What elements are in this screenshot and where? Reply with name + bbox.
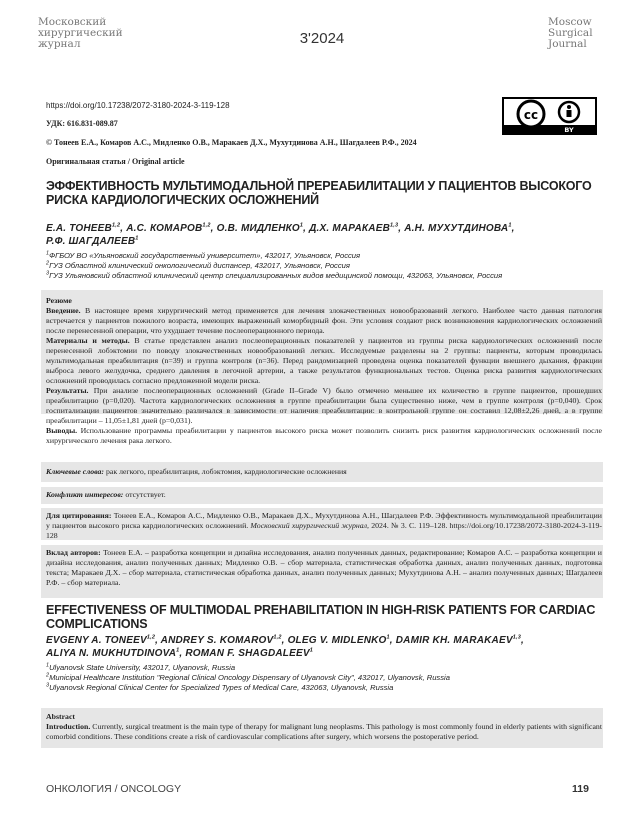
affiliation-sup: 2 (46, 260, 50, 267)
affiliation-text: ФГБОУ ВО «Ульяновский государственный университет», 432017, Ульяновск, Россия (49, 251, 361, 260)
results-label: Результаты. (46, 386, 89, 395)
affiliation-sup: 2 (46, 672, 50, 679)
abstract-conclusions (46, 426, 602, 446)
abstract-intro (46, 306, 602, 336)
citation-text: Тонеев Е.А., Комаров А.С., Мидленко О.В., Маракаев Д.Х., Мухутдинова А.Н., Шагдалеев Р.Ф. Эффективность мультимодальной преабилитации у пациентов высокого риска кардиологических осложнений. (46, 511, 602, 530)
affiliation-sup: 3 (46, 682, 50, 689)
citation-tail[interactable]: 2024. № 3. С. 119–128. https://doi.org/10.17238/2072-3180-2024-3-119-128 (46, 521, 602, 540)
author-affiliation-sup: 1 (299, 222, 304, 229)
author-affiliation-sup: 1,2 (111, 222, 121, 229)
author-name[interactable]: А.Н. МУХУТДИНОВА (404, 223, 509, 234)
abstract-heading: Abstract (46, 712, 76, 721)
affiliations-ru (46, 251, 606, 281)
title-line: COMPLICATIONS (46, 617, 148, 631)
logo-line: Московский (38, 16, 107, 28)
conflict-label: Конфликт интересов: (46, 490, 124, 499)
udk-code (46, 119, 118, 129)
affiliation-sup: 3 (46, 270, 50, 277)
author-affiliation-sup: 1 (135, 235, 139, 242)
abstract-heading: Резюме (46, 296, 72, 305)
author-affiliation-sup: 1 (386, 634, 390, 641)
udk-label: УДК: (46, 119, 66, 128)
page-number: 119 (572, 783, 589, 795)
keywords-label: Ключевые слова: (46, 467, 105, 476)
issue-number: 3'2024 (299, 30, 345, 47)
conclusions-text: Использование программы преабилитации у пациентов высокого риска может позволить снизить риск развития кардиологических осложнений после хирургического лечения рака легкого. (46, 426, 602, 445)
affiliation-text: Ulyanovsk State University, 432017, Ulyanovsk, Russia (49, 663, 236, 672)
abstract-intro (46, 722, 602, 742)
abstract-ru (46, 296, 602, 446)
logo-line: Moscow (548, 16, 592, 28)
affiliation-sup: 1 (46, 662, 50, 669)
author-name[interactable]: О.В. МИДЛЕНКО (216, 223, 300, 234)
copyright: © Тонеев Е.А., Комаров А.С., Мидленко О.В., Маракаев Д.Х., Мухутдинова А.Н., Шагдалеев Р.Ф., 2024 (46, 138, 417, 147)
author-name[interactable]: Д.Х. МАРАКАЕВ (309, 223, 390, 234)
author-name[interactable]: ANDREY S. KOMAROV (160, 635, 274, 646)
logo-line: Surgical (548, 27, 593, 39)
article-title-en (46, 603, 606, 631)
affiliation-text: ГУЗ Областной клинический онкологический диспансер, 432017, Ульяновск, Россия (49, 261, 350, 270)
intro-label: Введение. (46, 306, 81, 315)
article-title-ru (46, 179, 606, 207)
section-name: ОНКОЛОГИЯ / ONCOLOGY (46, 783, 182, 795)
author-name[interactable]: OLEG V. MIDLENKO (287, 635, 387, 646)
intro-text: В настоящее время хирургический метод применяется для лечения злокачественных новообразований легкого. Наиболее часто данная патология встречается у пациентов пожилого возраста, имеющих выраженный коморбидный фон. Эти условия создают риск возникновения кардиологических осложнений после перенесенной операции, что ухудшает течение послеоперационного периода. (46, 306, 602, 335)
author-name[interactable]: ALIYA N. MUKHUTDINOVA (46, 648, 177, 659)
conclusions-label: Выводы. (46, 426, 78, 435)
author-affiliation-sup: 1 (176, 647, 180, 654)
abstract-en (46, 712, 602, 742)
keywords (46, 467, 602, 477)
author-name[interactable]: DAMIR KH. MARAKAEV (395, 635, 513, 646)
udk-value: 616.831-089.87 (67, 119, 118, 128)
methods-text: В статье представлен анализ послеоперационных показателей у пациентов из группы риска кардиологических осложнений после перенесенной лобэктомии по поводу злокачественных новообразований легких. Исследуемые разделены на 2 группы: пациенты, которым проводилась мультимодальная преабилитация (n=39) и группа контроля (n=36). Перед рандомизацией проведена оценка показателей функции внешнего дыхания, фракции выброса левого желудочка, среднего давления в легочной артерии, а также результатов функциональных тестов. Оценка риска развития кардиологических осложнений проводилась согласно предложенной модели риска. (46, 336, 602, 385)
author-affiliation-sup: 1,3 (512, 634, 521, 641)
author-affiliation-sup: 1 (309, 647, 313, 654)
author-name[interactable]: А.С. КОМАРОВ (126, 223, 203, 234)
abstract-results (46, 386, 602, 426)
author-name[interactable]: Р.Ф. ШАГДАЛЕЕВ (46, 236, 136, 247)
citation-label: Для цитирования: (46, 511, 112, 520)
authors-ru: Е.А. ТОНЕЕВ$^{1,2}$, А.С. КОМАРОВ$^{1,2}$, О.В. МИДЛЕНКО$^1$, Д.Х. МАРАКАЕВ$^{1,3}$, А.Н. МУХУТДИНОВА$^1$, Р.Ф. ШАГДАЛЕЕВ$^1$ (46, 222, 515, 247)
affiliation-text: Municipal Healthcare Institution "Regional Clinical Oncology Dispensary of Ulyanovsk City", 432017, Ulyanovsk, Russia (49, 673, 450, 682)
affiliation-sup: 1 (46, 250, 50, 257)
article-type: Оригинальная статья / Original article (46, 157, 185, 166)
conflict-text: отсутствует. (123, 490, 166, 499)
intro-text: Currently, surgical treatment is the main type of therapy for malignant lung neoplasms. This pathology is most commonly found in elderly patients with significant comorbid conditions. These conditions create a risk of cardiovascular complications after surgery, which worsens the postoperative period. (46, 722, 602, 741)
cc-by-icon[interactable] (502, 97, 597, 135)
title-line: РИСКА КАРДИОЛОГИЧЕСКИХ ОСЛОЖНЕНИЙ (46, 193, 319, 207)
title-line: ЭФФЕКТИВНОСТЬ МУЛЬТИМОДАЛЬНОЙ ПРЕРЕАБИЛИТАЦИИ У ПАЦИЕНТОВ ВЫСОКОГО (46, 179, 592, 193)
abstract-methods (46, 336, 602, 386)
doi-link[interactable]: https://doi.org/10.17238/2072-3180-2024-3-119-128 (46, 101, 230, 110)
author-affiliation-sup: 1,2 (202, 222, 211, 229)
logo-line: хирургический (38, 27, 123, 39)
author-name[interactable]: Е.А. ТОНЕЕВ (46, 223, 112, 234)
affiliation-text: ГУЗ Ульяновский областной клинический центр специализированных видов медицинской помощи, 432063, Ульяновск, Россия (49, 271, 503, 280)
keywords-text: рак легкого, преабилитация, лобэктомия, кардиологические осложнения (104, 467, 347, 476)
logo-line: Journal (548, 38, 587, 50)
authors-en: EVGENY A. TONEEV$^{1,2}$, ANDREY S. KOMAROV$^{1,2}$, OLEG V. MIDLENKO$^1$, DAMIR KH. MARAKAEV$^{1,3}$, ALIYA N. MUKHUTDINOVA$^1$, ROMAN F. SHAGDALEEV$^1$ (46, 634, 524, 659)
author-affiliation-sup: 1 (508, 222, 512, 229)
citation (46, 511, 602, 541)
svg-text:BY: BY (564, 126, 574, 134)
journal-logo-right (548, 17, 608, 50)
author-name[interactable]: ROMAN F. SHAGDALEEV (185, 648, 310, 659)
affiliation-text: Ulyanovsk Regional Clinical Center for Specialized Types of Medical Care, 432063, Ulyanovsk, Russia (49, 683, 394, 692)
contrib-text: Тонеев Е.А. – разработка концепции и дизайна исследования, анализ полученных данных, редактирование; Комаров А.С. – разработка концепции и дизайна исследования, анализ полученных данных; Мидленко О.В. – сбор материала, статистическая обработка данных, анализ полученных данных, подготовка текста; Маракаев Д.Х. – сбор материала, статистическая обработка данных, анализ полученных данных; Мухутдинова А.Н. – анализ полученных данных; Шагдалеев Р.Ф. – сбор материала. (46, 548, 602, 587)
affiliations-en (46, 663, 606, 693)
author-contributions (46, 548, 602, 588)
author-name[interactable]: EVGENY A. TONEEV (46, 635, 147, 646)
contrib-label: Вклад авторов: (46, 548, 101, 557)
conflict-of-interest (46, 490, 602, 500)
author-affiliation-sup: 1,2 (146, 634, 156, 641)
author-affiliation-sup: 1,2 (273, 634, 282, 641)
title-line: EFFECTIVENESS OF MULTIMODAL PREHABILITATION IN HIGH-RISK PATIENTS FOR CARDIAC (46, 603, 596, 617)
intro-label: Introduction. (46, 722, 91, 731)
logo-line: журнал (38, 38, 81, 50)
results-text: При анализе послеоперационных осложнений (Grade II–Grade V) было отмечено меньшее их количество в группе пациентов, прошедших преабилитацию (p=0,020). Частота кардиологических осложнения в группе преабилитации была существенно ниже, чем в группе контроля (p=0,040). Срок госпитализации пациентов значительно различался в зависимости от наличия преабилитации: в контрольной группе он составил 12,08±2,26 дней, а в группе преабилитации – 11,05±1,81 дней (p=0,031). (46, 386, 602, 425)
citation-journal: Московский хирургический журнал, (250, 521, 369, 530)
methods-label: Материалы и методы. (46, 336, 130, 345)
author-affiliation-sup: 1,3 (390, 222, 399, 229)
svg-text:cc: cc (523, 108, 539, 122)
